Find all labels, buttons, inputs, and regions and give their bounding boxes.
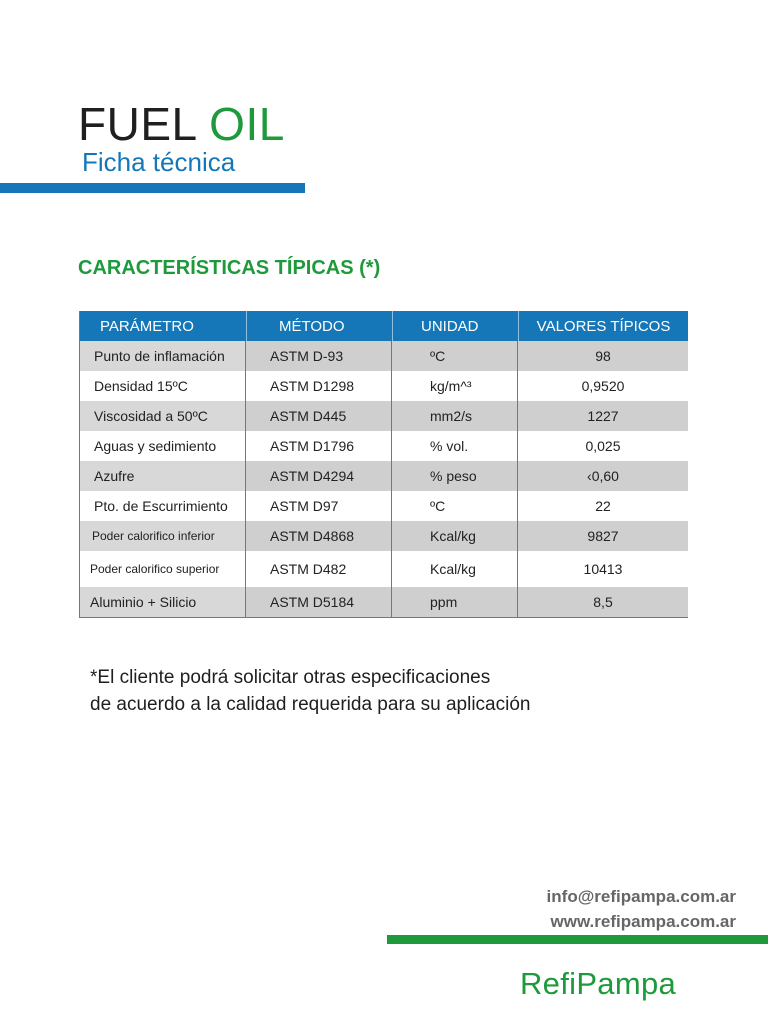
cell-parameter: Densidad 15ºC (80, 371, 246, 401)
cell-value: 22 (595, 498, 611, 514)
cell-unit: Kcal/kg (392, 551, 518, 587)
cell-unit: ºC (392, 341, 518, 371)
table-row (80, 491, 688, 521)
cell-value: 98 (518, 341, 688, 371)
cell-unit: ppm (392, 587, 518, 617)
title-word-fuel: FUEL (78, 98, 196, 150)
cell-method: ASTM D445 (246, 401, 392, 431)
cell-parameter: Poder calorifico inferior (80, 521, 246, 551)
contact-block (547, 884, 736, 934)
cell-method: ASTM D5184 (246, 587, 392, 617)
title-word-oil: OIL (209, 98, 285, 150)
cell-method: ASTM D482 (246, 551, 392, 587)
section-heading: CARACTERÍSTICAS TÍPICAS (*) (78, 257, 381, 279)
refipampa-logo: RefiPampa (520, 966, 677, 1001)
specs-table (79, 311, 688, 618)
footnote (90, 664, 530, 718)
cell-unit: mm2/s (392, 401, 518, 431)
cell-parameter: Aluminio + Silicio (80, 587, 246, 617)
cell-value: 0,9520 (581, 378, 625, 394)
cell-value: 1227 (518, 401, 688, 431)
table-row (80, 461, 688, 491)
email-link[interactable]: info@refipampa.com.ar (546, 887, 736, 906)
table-header (80, 311, 688, 341)
cell-parameter: Poder calorifico superior (80, 551, 246, 587)
cell-value: 9827 (518, 521, 688, 551)
cell-method: ASTM D4294 (246, 461, 392, 491)
cell-value: 10413 (583, 561, 623, 577)
cell-method: ASTM D-93 (246, 341, 392, 371)
cell-value: ‹0,60 (518, 461, 688, 491)
table-row (80, 431, 688, 461)
table-row (80, 551, 688, 587)
column-header-typical-values: VALORES TÍPICOS (518, 311, 688, 341)
green-divider (387, 935, 768, 944)
cell-parameter: Viscosidad a 50ºC (80, 401, 246, 431)
cell-parameter: Azufre (80, 461, 246, 491)
column-header-parameter: PARÁMETRO (100, 317, 194, 335)
cell-value: 8,5 (518, 587, 688, 617)
footnote-line-2: de acuerdo a la calidad requerida para su aplicación (90, 694, 531, 715)
blue-divider (0, 183, 305, 193)
table-row (80, 341, 688, 371)
cell-unit: Kcal/kg (392, 521, 518, 551)
cell-method: ASTM D1796 (246, 431, 392, 461)
table-row (80, 587, 688, 617)
table-row (80, 401, 688, 431)
cell-parameter: Aguas y sedimiento (80, 431, 246, 461)
cell-parameter: Punto de inflamación (80, 341, 246, 371)
cell-parameter: Pto. de Escurrimiento (80, 491, 246, 521)
table-row (80, 371, 688, 401)
document-title (78, 96, 285, 152)
cell-method: ASTM D97 (246, 491, 392, 521)
cell-value: 0,025 (585, 438, 621, 454)
cell-unit: kg/m^³ (392, 371, 518, 401)
footnote-line-1: *El cliente podrá solicitar otras especificaciones (90, 667, 491, 688)
cell-unit: ºC (392, 491, 518, 521)
table-row (80, 521, 688, 551)
document-subtitle: Ficha técnica (82, 147, 236, 177)
cell-method: ASTM D4868 (246, 521, 392, 551)
cell-method: ASTM D1298 (246, 371, 392, 401)
cell-unit: % peso (392, 461, 518, 491)
column-header-unit: UNIDAD (392, 311, 518, 341)
website-link[interactable]: www.refipampa.com.ar (550, 912, 736, 931)
cell-unit: % vol. (392, 431, 518, 461)
column-header-method: MÉTODO (246, 311, 392, 341)
